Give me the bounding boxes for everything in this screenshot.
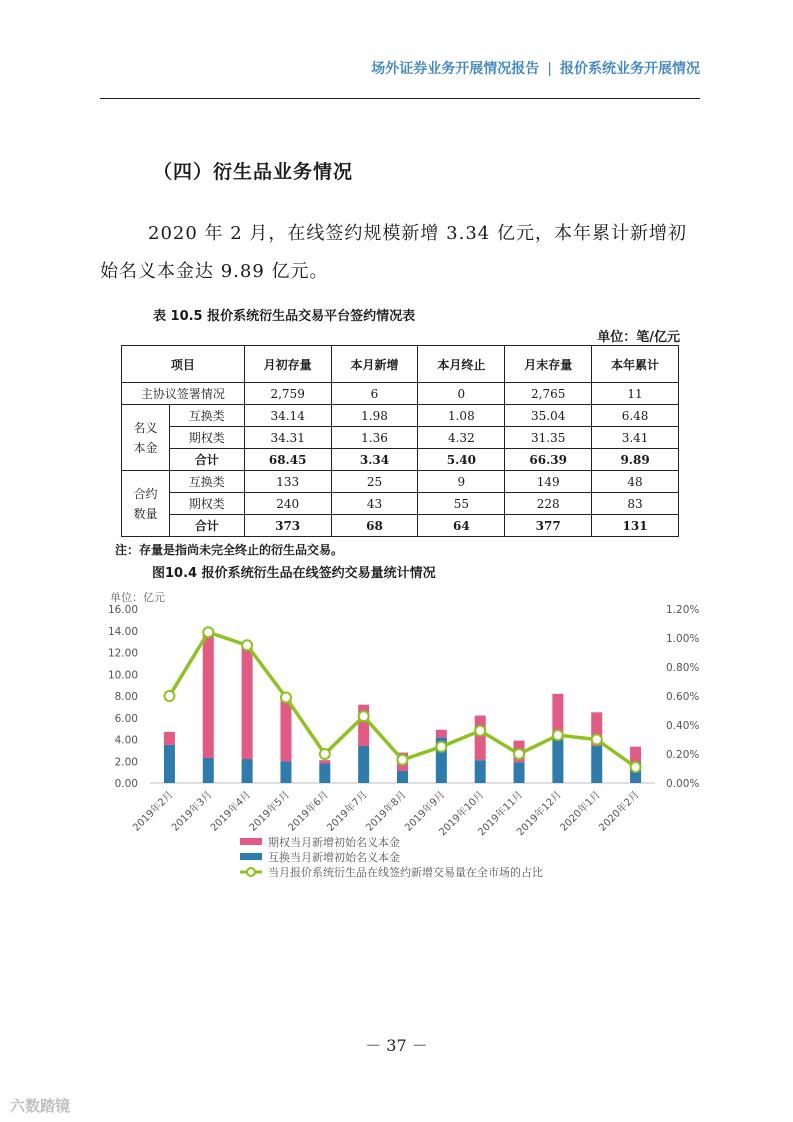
share-point xyxy=(281,692,291,702)
bar-option xyxy=(203,630,214,758)
bar-option xyxy=(164,732,175,745)
table-cell: 3.41 xyxy=(592,427,679,449)
header-left: 场外证券业务开展情况报告 xyxy=(371,61,540,77)
table-cell: 1.36 xyxy=(331,427,418,449)
row-label: 合计 xyxy=(169,449,244,471)
table-cell: 31.35 xyxy=(505,427,592,449)
table-cell: 131 xyxy=(592,515,679,537)
table-cell: 0 xyxy=(418,383,505,405)
group-label-count xyxy=(122,471,170,537)
running-header xyxy=(100,58,700,78)
share-point xyxy=(592,735,602,745)
table-row xyxy=(122,383,679,405)
legend-swatch-option xyxy=(240,838,262,845)
y-left-tick-label: 14.00 xyxy=(107,625,138,638)
row-label: 互换类 xyxy=(169,405,244,427)
y-left-tick-label: 10.00 xyxy=(107,669,138,682)
table-cell: 2,759 xyxy=(244,383,331,405)
bar-option xyxy=(242,648,253,759)
share-point xyxy=(320,749,330,759)
bar-option xyxy=(436,730,447,738)
y-right-tick-label: 0.00% xyxy=(666,778,700,790)
bar-swap xyxy=(591,746,602,783)
x-tick-label: 2020年1月 xyxy=(558,789,603,834)
table-cell: 240 xyxy=(244,493,331,515)
y-right-tick-label: 1.20% xyxy=(666,604,700,616)
x-tick-label: 2019年7月 xyxy=(325,789,370,834)
group-label-line: 名义 xyxy=(133,420,158,435)
group-label-notional xyxy=(122,405,170,471)
table-title: 表 10.5 报价系统衍生品交易平台签约情况表 xyxy=(153,309,416,324)
share-point xyxy=(553,730,563,740)
header-separator: | xyxy=(547,61,552,77)
y-left-tick-label: 4.00 xyxy=(114,734,138,747)
bar-option xyxy=(630,747,641,762)
share-point xyxy=(631,762,641,772)
table-note: 注：存量是指尚未完全终止的衍生品交易。 xyxy=(115,543,344,557)
table-cell: 6 xyxy=(331,383,418,405)
body-paragraph: 2020 年 2 月，在线签约规模新增 3.34 亿元，本年累计新增初始名义本金达 9.89 亿元。 xyxy=(100,223,687,282)
table-cell: 9 xyxy=(418,471,505,493)
y-left-tick-label: 8.00 xyxy=(114,691,138,703)
legend-label-line: 当月报价系统衍生品在线签约新增交易量在全市场的占比 xyxy=(268,866,543,879)
header-cell: 月末存量 xyxy=(505,346,592,383)
bar-option xyxy=(319,760,330,763)
table-row xyxy=(122,405,679,427)
table-cell: 2,765 xyxy=(505,383,592,405)
table-cell: 43 xyxy=(331,493,418,515)
table-cell: 68.45 xyxy=(244,449,331,471)
table-row-total xyxy=(122,449,679,471)
bar-swap xyxy=(358,746,369,783)
share-point xyxy=(514,749,524,759)
bar-swap xyxy=(280,761,291,783)
header-cell: 本年累计 xyxy=(592,346,679,383)
header-cell: 本月终止 xyxy=(418,346,505,383)
header-cell: 本月新增 xyxy=(331,346,418,383)
share-point xyxy=(436,742,446,752)
share-point xyxy=(164,691,174,701)
share-line xyxy=(169,632,635,767)
share-point xyxy=(398,755,408,765)
share-point xyxy=(359,711,369,721)
x-tick-label: 2019年10月 xyxy=(437,789,487,839)
row-label: 主协议签署情况 xyxy=(122,383,245,405)
row-label: 合计 xyxy=(169,515,244,537)
table-cell: 1.08 xyxy=(418,405,505,427)
table-cell: 9.89 xyxy=(592,449,679,471)
bar-swap xyxy=(514,762,525,783)
x-tick-label: 2019年5月 xyxy=(247,789,293,834)
figure-title: 图10.4 报价系统衍生品在线签约交易量统计情况 xyxy=(152,566,436,581)
table-cell: 25 xyxy=(331,471,418,493)
x-tick-label: 2019年9月 xyxy=(403,789,448,834)
bar-option xyxy=(475,716,486,761)
x-tick-label: 2019年6月 xyxy=(286,789,331,834)
bar-swap xyxy=(203,758,214,783)
y-left-tick-label: 6.00 xyxy=(114,712,138,725)
header-right: 报价系统业务开展情况 xyxy=(560,61,700,77)
table-cell: 34.31 xyxy=(244,427,331,449)
combo-chart xyxy=(100,585,700,895)
table-cell: 5.40 xyxy=(418,449,505,471)
table-unit: 单位：笔/亿元 xyxy=(597,330,680,345)
row-label: 互换类 xyxy=(169,471,244,493)
table-cell: 4.32 xyxy=(418,427,505,449)
bar-swap xyxy=(397,771,408,783)
table-row xyxy=(122,493,679,515)
table-cell: 228 xyxy=(505,493,592,515)
bar-swap xyxy=(552,738,563,783)
table-cell: 6.48 xyxy=(592,405,679,427)
row-label: 期权类 xyxy=(169,427,244,449)
y-right-tick-label: 0.80% xyxy=(666,662,700,674)
x-tick-label: 2019年12月 xyxy=(515,789,565,839)
legend-swatch-swap xyxy=(240,853,262,860)
chart-unit-label: 单位：亿元 xyxy=(110,591,165,604)
row-label: 期权类 xyxy=(169,493,244,515)
watermark-logo: 六数踏镜 xyxy=(10,1097,71,1115)
share-point xyxy=(242,640,252,650)
contract-table xyxy=(121,345,679,537)
table-cell: 3.34 xyxy=(331,449,418,471)
table-cell: 35.04 xyxy=(505,405,592,427)
legend-swatch-marker xyxy=(247,868,255,876)
table-cell: 1.98 xyxy=(331,405,418,427)
x-tick-label: 2019年8月 xyxy=(364,789,409,834)
y-left-tick-label: 12.00 xyxy=(107,647,138,660)
x-tick-label: 2019年2月 xyxy=(131,789,176,834)
page-number: － 37 － xyxy=(365,1036,428,1055)
section-title: （四）衍生品业务情况 xyxy=(153,161,354,183)
table-cell: 11 xyxy=(592,383,679,405)
table-cell: 377 xyxy=(505,515,592,537)
bar-option xyxy=(280,700,291,761)
group-label-line: 数量 xyxy=(133,506,158,521)
table-cell: 55 xyxy=(418,493,505,515)
legend-label-option: 期权当月新增初始名义本金 xyxy=(268,836,400,849)
table-cell: 373 xyxy=(244,515,331,537)
table-cell: 149 xyxy=(505,471,592,493)
x-tick-label: 2019年4月 xyxy=(208,789,254,834)
y-right-tick-label: 0.60% xyxy=(666,691,700,703)
x-tick-label: 2019年11月 xyxy=(476,789,526,839)
table-row-total xyxy=(122,515,679,537)
y-left-tick-label: 16.00 xyxy=(107,604,138,616)
group-label-line: 合约 xyxy=(133,486,158,501)
bar-swap xyxy=(242,759,253,783)
y-right-tick-label: 1.00% xyxy=(666,633,700,645)
table-cell: 133 xyxy=(244,471,331,493)
header-cell: 项目 xyxy=(122,346,245,383)
table-header-row xyxy=(122,346,679,383)
share-point xyxy=(475,726,485,736)
table-cell: 66.39 xyxy=(505,449,592,471)
table-cell: 64 xyxy=(418,515,505,537)
y-right-tick-label: 0.20% xyxy=(666,749,700,761)
header-rule xyxy=(100,98,700,99)
bar-swap xyxy=(319,763,330,783)
table-row xyxy=(122,427,679,449)
table-cell: 48 xyxy=(592,471,679,493)
table-row xyxy=(122,471,679,493)
y-left-tick-label: 0.00 xyxy=(114,778,138,790)
y-left-tick-label: 2.00 xyxy=(114,756,138,769)
share-point xyxy=(203,627,213,637)
group-label-line: 本金 xyxy=(133,440,158,455)
table-cell: 68 xyxy=(331,515,418,537)
table-cell: 83 xyxy=(592,493,679,515)
bar-swap xyxy=(164,745,175,783)
table-cell: 34.14 xyxy=(244,405,331,427)
x-tick-label: 2020年2月 xyxy=(597,789,642,834)
header-cell: 月初存量 xyxy=(244,346,331,383)
bar-swap xyxy=(475,760,486,783)
y-right-tick-label: 0.40% xyxy=(666,720,700,732)
x-tick-label: 2019年3月 xyxy=(169,789,215,834)
legend-label-swap: 互换当月新增初始名义本金 xyxy=(268,851,400,864)
